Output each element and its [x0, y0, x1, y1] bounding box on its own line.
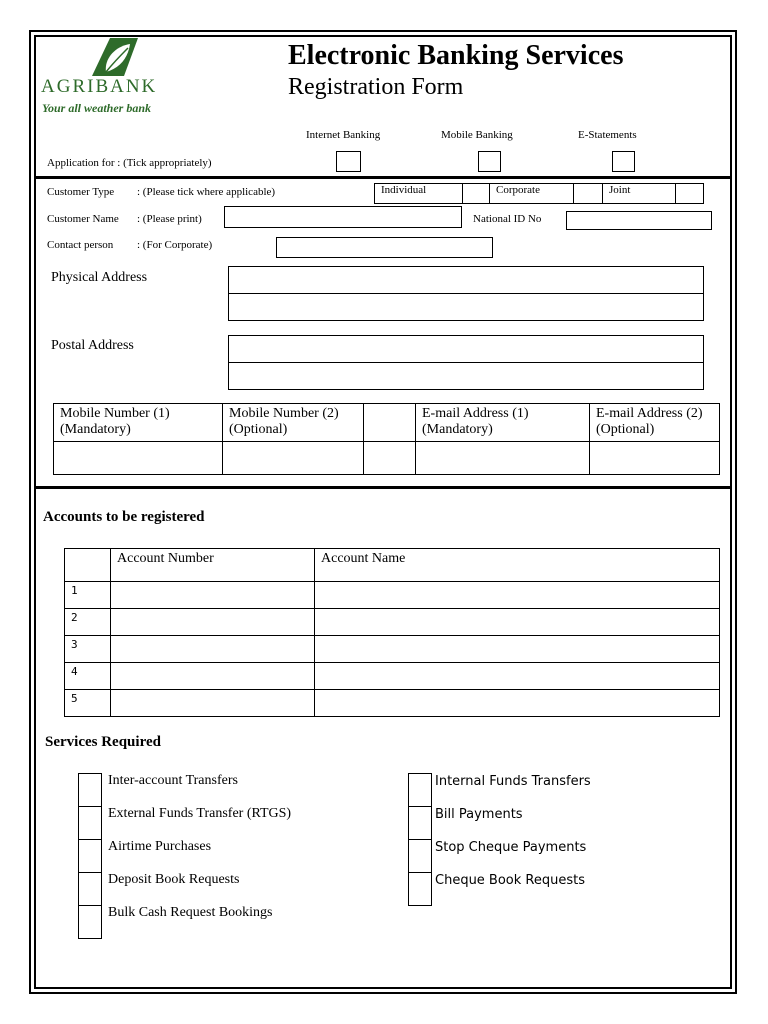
- service-checkbox-internal-funds[interactable]: [408, 773, 432, 807]
- account-name-field[interactable]: [315, 636, 720, 663]
- mobile-1-title: Mobile Number (1): [60, 406, 170, 421]
- table-row: [65, 636, 111, 663]
- mobile-2-note: (Optional): [229, 422, 288, 437]
- account-number-field[interactable]: [111, 609, 315, 636]
- email-1-note: (Mandatory): [422, 422, 493, 437]
- account-number-field[interactable]: [111, 663, 315, 690]
- postal-address-line-1[interactable]: [228, 335, 704, 363]
- mobile-1-field[interactable]: [54, 442, 223, 475]
- email-2-title: E-mail Address (2): [596, 406, 703, 421]
- mobile-banking-label: Mobile Banking: [441, 129, 513, 141]
- corporate-label: Corporate: [496, 184, 540, 196]
- customer-type-hint: : (Please tick where applicable): [137, 186, 276, 198]
- spacer-field: [364, 442, 416, 475]
- mobile-banking-checkbox[interactable]: [478, 151, 501, 172]
- service-checkbox-cheque-book[interactable]: [408, 872, 432, 906]
- service-label-stop-cheque: Stop Cheque Payments: [435, 840, 587, 855]
- service-label-deposit-book: Deposit Book Requests: [108, 872, 240, 887]
- account-number-header-text: Account Number: [117, 551, 214, 566]
- email-1-field[interactable]: [416, 442, 590, 475]
- service-checkbox-deposit-book[interactable]: [78, 872, 102, 906]
- email-1-title: E-mail Address (1): [422, 406, 529, 421]
- accounts-index-header: [65, 549, 111, 582]
- individual-label: Individual: [381, 184, 427, 196]
- mobile-1-header: [54, 404, 223, 442]
- services-heading: Services Required: [45, 734, 161, 750]
- account-name-header-text: Account Name: [321, 551, 406, 566]
- table-row: [65, 663, 111, 690]
- application-for-label: Application for : (Tick appropriately): [47, 157, 212, 169]
- account-name-field[interactable]: [315, 663, 720, 690]
- email-1-header: [416, 404, 590, 442]
- account-number-field[interactable]: [111, 690, 315, 717]
- service-checkbox-stop-cheque[interactable]: [408, 839, 432, 873]
- customer-name-field[interactable]: [224, 206, 462, 228]
- table-row: [65, 690, 111, 717]
- spacer-cell: [364, 404, 416, 442]
- contact-person-label: Contact person: [47, 239, 114, 251]
- service-checkbox-inter-account[interactable]: [78, 773, 102, 807]
- accounts-heading: Accounts to be registered: [43, 509, 205, 525]
- email-2-header: [590, 404, 720, 442]
- row-number: 3: [71, 638, 78, 651]
- mobile-2-field[interactable]: [223, 442, 364, 475]
- service-label-rtgs: External Funds Transfer (RTGS): [108, 806, 292, 821]
- page-subtitle: Registration Form: [288, 74, 464, 100]
- service-checkbox-rtgs[interactable]: [78, 806, 102, 840]
- email-2-field[interactable]: [590, 442, 720, 475]
- row-number: 2: [71, 611, 78, 624]
- service-checkbox-airtime[interactable]: [78, 839, 102, 873]
- service-label-bill-payments: Bill Payments: [435, 807, 523, 822]
- contacts-table: [53, 403, 720, 475]
- joint-checkbox[interactable]: [675, 183, 704, 204]
- table-row: [65, 609, 111, 636]
- bank-name: AGRIBANK: [41, 76, 158, 97]
- bank-tagline: Your all weather bank: [42, 101, 152, 115]
- corporate-checkbox[interactable]: [573, 183, 603, 204]
- e-statements-label: E-Statements: [578, 129, 637, 141]
- account-number-field[interactable]: [111, 582, 315, 609]
- row-number: 4: [71, 665, 78, 678]
- physical-address-line-1[interactable]: [228, 266, 704, 294]
- internet-banking-label: Internet Banking: [306, 129, 381, 141]
- divider: [36, 486, 730, 489]
- mobile-2-header: [223, 404, 364, 442]
- table-row: [65, 582, 111, 609]
- row-number: 5: [71, 692, 78, 705]
- service-checkbox-bulk-cash[interactable]: [78, 905, 102, 939]
- service-label-cheque-book: Cheque Book Requests: [435, 873, 586, 888]
- customer-name-hint: : (Please print): [137, 213, 202, 225]
- service-label-inter-account: Inter-account Transfers: [108, 773, 238, 788]
- mobile-1-note: (Mandatory): [60, 422, 131, 437]
- email-2-note: (Optional): [596, 422, 655, 437]
- account-name-field[interactable]: [315, 690, 720, 717]
- account-name-field[interactable]: [315, 609, 720, 636]
- account-number-header: [111, 549, 315, 582]
- service-label-airtime: Airtime Purchases: [108, 839, 212, 854]
- national-id-label: National ID No: [473, 213, 542, 225]
- account-number-field[interactable]: [111, 636, 315, 663]
- divider: [36, 176, 730, 179]
- service-checkbox-bill-payments[interactable]: [408, 806, 432, 840]
- contact-person-hint: : (For Corporate): [137, 239, 213, 251]
- service-label-bulk-cash: Bulk Cash Request Bookings: [108, 905, 273, 920]
- service-label-internal-funds: Internal Funds Transfers: [435, 774, 591, 789]
- customer-type-label: Customer Type: [47, 186, 115, 198]
- physical-address-line-2[interactable]: [228, 293, 704, 321]
- postal-address-label: Postal Address: [51, 338, 134, 353]
- individual-checkbox[interactable]: [462, 183, 490, 204]
- joint-label: Joint: [609, 184, 631, 196]
- customer-name-label: Customer Name: [47, 213, 119, 225]
- account-name-field[interactable]: [315, 582, 720, 609]
- row-number: 1: [71, 584, 78, 597]
- internet-banking-checkbox[interactable]: [336, 151, 361, 172]
- page-title: Electronic Banking Services: [288, 40, 624, 71]
- national-id-field[interactable]: [566, 211, 712, 230]
- accounts-table: [64, 548, 720, 717]
- physical-address-label: Physical Address: [51, 270, 148, 285]
- contact-person-field[interactable]: [276, 237, 493, 258]
- mobile-2-title: Mobile Number (2): [229, 406, 339, 421]
- postal-address-line-2[interactable]: [228, 362, 704, 390]
- e-statements-checkbox[interactable]: [612, 151, 635, 172]
- account-name-header: [315, 549, 720, 582]
